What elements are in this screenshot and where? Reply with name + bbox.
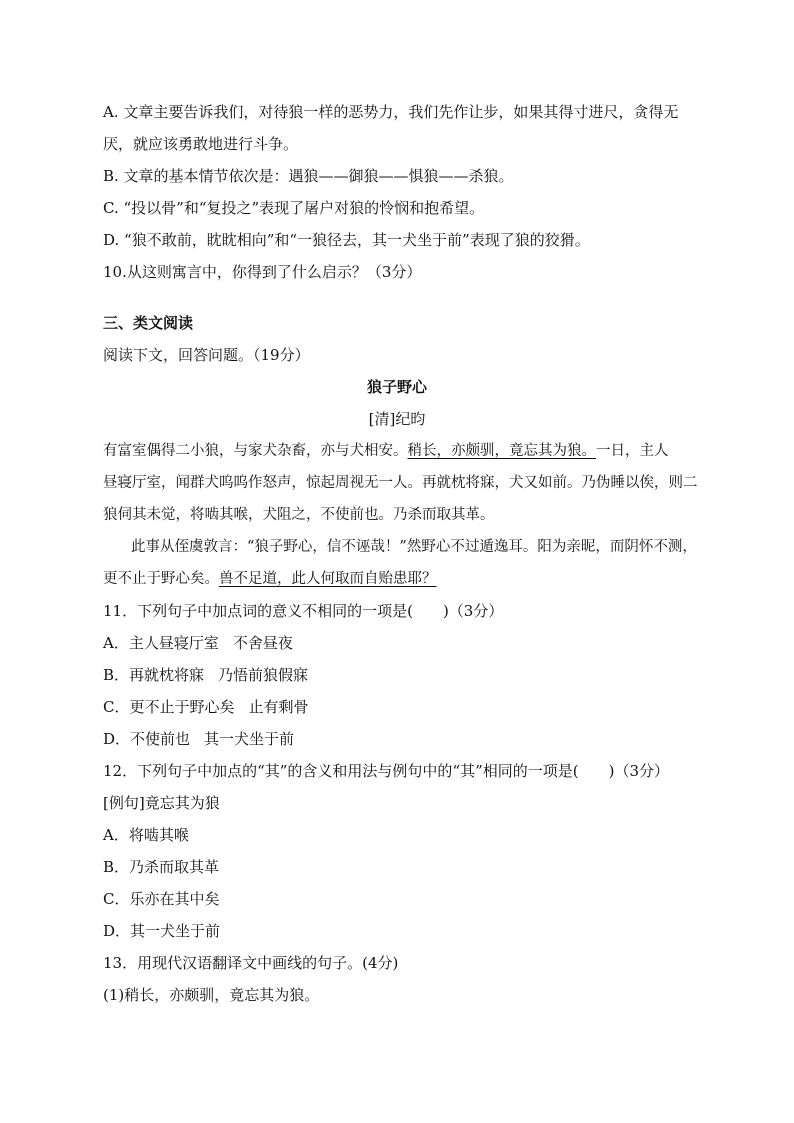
passage-p2-line1: 此事从侄虞敦言：“狼子野心，信不诬哉！”然野心不过遁逸耳。阳为亲昵，而阴怀不测， [131,539,697,555]
q11-option-c [103,697,309,717]
q11-b-right: 乃悟前狼假寐 [218,666,309,684]
q11-d-right: 其一犬坐于前 [204,730,295,748]
q11-d-left: D．不使前也 [103,730,191,748]
option-c: C. “投以骨”和“复投之”表现了屠户对狼的怜悯和抱希望。 [103,199,485,217]
passage-p2-line2 [103,569,437,589]
q11-a-left: A．主人昼寝厅室 [103,634,219,652]
option-d: D. “狼不敢前，眈眈相向”和“一狼径去，其一犬坐于前”表现了狼的狡猾。 [103,231,590,249]
question-13: 13．用现代汉语翻译文中画线的句子。(4分) [103,954,399,972]
q11-option-a [103,633,293,653]
option-a-line2: 厌，就应该勇敢地进行斗争。 [103,135,299,153]
underlined-sentence-2: 兽不足道，此人何取而自贻患耶？ [219,571,437,587]
q11-c-right: 止有剩骨 [248,698,309,716]
passage-text: 更不止于野心矣。 [103,571,219,587]
passage-text: 有富室偶得二小狼，与家犬杂畜，亦与犬相安。 [103,443,408,459]
q11-option-d [103,729,294,749]
option-b: B. 文章的基本情节依次是：遇狼——御狼——惧狼——杀狼。 [103,167,514,185]
q11-a-right: 不舍昼夜 [232,634,293,652]
passage-p1-line1 [103,441,669,461]
q12-option-c: C．乐亦在其中矣 [103,890,220,908]
section-heading: 三、类文阅读 [103,314,194,332]
question-10: 10.从这则寓言中，你得到了什么启示？（3分） [103,263,422,281]
passage-text: 一日，主人 [596,443,669,459]
question-11: 11．下列句子中加点词的意义不相同的一项是( )（3分） [103,602,504,620]
passage-title: 狼子野心 [366,378,427,396]
q11-c-left: C．更不止于野心矣 [103,698,235,716]
q12-option-b: B．乃杀而取其革 [103,858,220,876]
option-a-line1: A. 文章主要告诉我们，对待狼一样的恶势力，我们先作让步，如果其得寸进尺，贪得无 [103,103,679,121]
passage-p1-line3: 狼伺其未觉，将啮其喉，犬阻之，不使前也。乃杀而取其革。 [103,507,495,523]
passage-author: [清]纪昀 [368,410,426,428]
q13-item-1: (1)稍长，亦颇驯，竟忘其为狼。 [103,986,320,1004]
q11-b-left: B．再就枕将寐 [103,666,205,684]
underlined-sentence-1: 稍长，亦颇驯，竟忘其为狼。 [407,443,596,459]
question-12: 12．下列句子中加点的“其”的含义和用法与例句中的“其”相同的一项是( )（3分） [103,762,670,780]
q12-example: [例句]竟忘其为狼 [103,794,220,812]
section-instruction: 阅读下文，回答问题。（19分） [103,346,310,364]
q11-option-b [103,665,308,685]
q12-option-a: A．将啮其喉 [103,826,189,844]
passage-p1-line2: 昼寝厅室，闻群犬呜呜作怒声，惊起周视无一人。再就枕将寐，犬又如前。乃伪睡以俟，则二 [103,475,698,491]
q12-option-d: D．其一犬坐于前 [103,922,221,940]
